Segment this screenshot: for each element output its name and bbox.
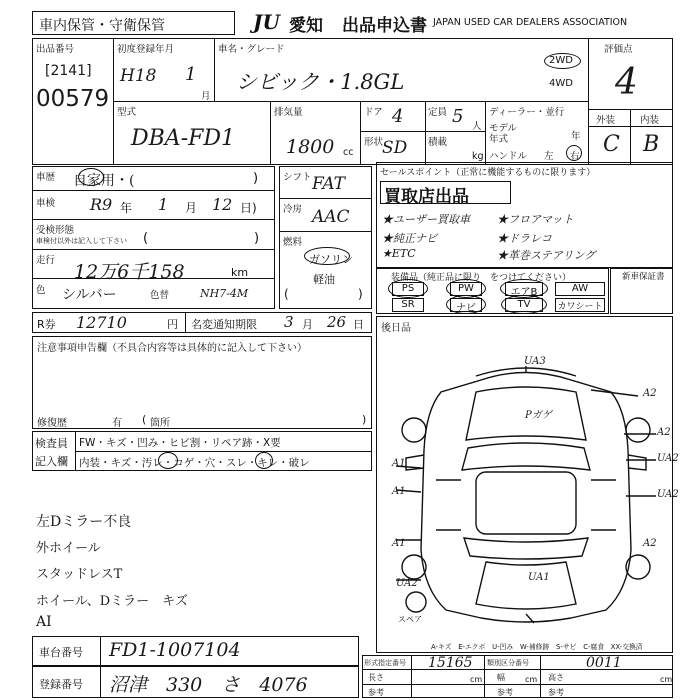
lot-label: 出品番号	[36, 44, 75, 55]
sales-item-6: ★革巻ステアリング	[497, 249, 596, 262]
equip-tv-mark	[501, 295, 547, 314]
ac-label: 冷房	[283, 204, 303, 215]
doors-value: 4	[392, 106, 404, 127]
spec-length-label: 長さ	[368, 673, 384, 682]
equip-sr: SR	[392, 298, 424, 312]
shape-value: SD	[382, 138, 408, 158]
history-label: 車歴	[36, 172, 56, 183]
reception-open: (	[143, 231, 149, 246]
chassis-label: 車台番号	[39, 646, 83, 659]
sales-item-2: ★フロアマット	[497, 213, 574, 226]
diag-label-ua2-1: UA2	[657, 453, 679, 464]
displacement-value: 1800	[286, 136, 335, 158]
spec-auth-label: 形式指定番号	[364, 659, 406, 667]
repair-close: )	[362, 413, 367, 426]
color-code-label: 色替	[150, 290, 170, 301]
fuel-gas: ガソリン	[309, 253, 353, 266]
year-unit: 年	[571, 131, 581, 142]
sales-points-label: セールスポイント（正常に機能するものに限ります）	[380, 168, 596, 178]
inspector-row1: FW・キズ・凹み・ヒビ割・リペア跡・X要	[79, 437, 281, 449]
note-4: ホイール、Dミラー キズ	[36, 594, 188, 609]
diag-label-a1-2: A1	[392, 486, 406, 497]
spec-ref-label-3: 参考	[548, 688, 564, 697]
deadline-label: 名変通知期限	[191, 318, 257, 331]
equip-ps: PS	[392, 282, 424, 296]
spec-cat-value: 0011	[586, 655, 622, 671]
diag-legend: A-キズ E-エクボ U-凹み W-補修跡 S-サビ C-腐食 XX-交換済	[431, 643, 643, 651]
inspection-m: 月	[185, 201, 198, 215]
equip-airbag: エアB	[505, 282, 543, 296]
handle-right: 右	[570, 151, 580, 162]
diag-roof-note: Pガゲ	[525, 410, 552, 421]
deadline-day: 26	[327, 313, 347, 331]
lot-number: 00579	[36, 86, 110, 112]
rating-value: 4	[615, 62, 638, 103]
fuel-diesel: 軽油	[313, 273, 335, 286]
spec-height-label: 高さ	[548, 673, 564, 682]
handle-label: ハンドル	[489, 151, 528, 162]
diag-label-ua2-2: UA2	[657, 489, 679, 500]
color-label: 色	[36, 285, 46, 296]
inspection-label: 車検	[36, 198, 56, 209]
inspector-mark-2	[255, 452, 273, 469]
diag-label-ua1: UA1	[528, 572, 550, 583]
capacity-label: 定員	[428, 107, 448, 118]
note-1: 左Dミラー不良	[36, 514, 132, 530]
year-label: 年式	[489, 134, 509, 145]
warranty-label: 新車保証書	[622, 272, 665, 282]
drive-4wd: 4WD	[549, 78, 573, 89]
handle-circle-mark	[566, 145, 582, 161]
equip-pw: PW	[450, 282, 482, 296]
spec-width-unit: cm	[525, 675, 538, 684]
recycle-value: 12710	[76, 313, 127, 332]
sales-item-1: ★ユーザー買取車	[382, 213, 470, 226]
repair-open: (	[142, 413, 147, 426]
diag-label-a1-1: A1	[392, 458, 406, 469]
model-label: 型式	[117, 107, 137, 118]
history-close: )	[253, 171, 259, 186]
association-name: JAPAN USED CAR DEALERS ASSOCIATION	[433, 17, 628, 28]
spec-ref-label-2: 参考	[497, 688, 513, 697]
car-name-value: シビック・1.8GL	[236, 70, 405, 94]
fuel-open: (	[284, 287, 289, 301]
storage-tag: 車内保管・守衛保管	[39, 18, 165, 34]
displacement-label: 排気量	[274, 107, 303, 118]
deadline-m: 月	[302, 318, 313, 331]
inspector-mark-1	[158, 452, 178, 469]
diag-label-a2-1: A2	[643, 388, 657, 399]
first-reg-label: 初度登録年月	[117, 44, 175, 55]
lot-sub: [2141]	[45, 63, 92, 79]
first-reg-month: 1	[185, 64, 197, 85]
color-value: シルバー	[62, 287, 117, 303]
shape-label: 形状	[364, 137, 384, 148]
shift-value: FAT	[312, 174, 346, 194]
rating-ext-label: 外装	[596, 115, 616, 126]
ac-value: AAC	[312, 207, 350, 227]
footer-mark: AI	[36, 614, 52, 630]
history-value: 自家用・(	[73, 173, 135, 189]
diag-label-a2-3: A2	[643, 538, 657, 549]
sales-stamp-box	[380, 181, 511, 207]
diag-label-ua3: UA3	[524, 356, 546, 367]
equip-aw: AW	[555, 282, 605, 296]
notes-label: 注意事項申告欄（不具合内容等は具体的に記入して下さい）	[37, 343, 307, 354]
model-value: DBA-FD1	[131, 126, 236, 151]
load-label: 積載	[428, 137, 448, 148]
diag-label-a1-3: A1	[392, 538, 406, 549]
org-name: 愛知	[289, 16, 323, 36]
spec-auth-value: 15165	[428, 655, 473, 671]
color-code: NH7-4M	[200, 287, 249, 300]
mileage-value: 12万6千158	[74, 261, 185, 283]
history-circle-mark	[78, 168, 104, 186]
equip-navi-mark	[446, 295, 486, 314]
diag-label-a2-2: A2	[657, 427, 671, 438]
mileage-unit: km	[231, 266, 249, 279]
load-unit: kg	[472, 151, 484, 162]
repair-label: 修復歴	[37, 418, 67, 429]
ju-logo: JU	[253, 10, 280, 34]
sales-item-3: ★純正ナビ	[382, 232, 437, 245]
dealer-label: ディーラー・並行	[489, 107, 565, 118]
inspector-label2: 記入欄	[35, 455, 68, 468]
shift-label: シフト	[283, 172, 312, 183]
fuel-circle-mark	[304, 247, 350, 265]
equip-tv: TV	[505, 298, 543, 312]
equip-leather-seat: カワシート	[555, 298, 605, 312]
spec-width-label: 幅	[497, 673, 505, 682]
handle-left: 左	[544, 151, 554, 162]
rating-int: B	[643, 132, 660, 157]
model-year-label: モデル	[489, 123, 518, 134]
note-3: スタッドレスT	[36, 567, 123, 582]
rating-label: 評価点	[604, 44, 633, 55]
equipment-label: 装備品（純正品に限り をつけてください）	[391, 273, 572, 283]
rating-int-label: 内装	[640, 115, 660, 126]
recycle-label: R券	[37, 318, 56, 331]
equip-ps-mark	[388, 279, 428, 298]
spec-cat-label: 類別区分番号	[487, 659, 529, 667]
sales-item-4: ★ドラレコ	[497, 232, 552, 245]
sales-item-5: ★ETC	[382, 247, 416, 260]
reception-label: 受検形態	[36, 225, 75, 236]
registration-label: 登録番号	[39, 678, 83, 691]
car-damage-diagram	[376, 330, 673, 635]
spec-height-unit: cm	[660, 675, 673, 684]
remarks-label: 後日品	[381, 323, 411, 334]
sales-stamp: 買取店出品	[384, 187, 469, 207]
drive-2wd: 2WD	[549, 55, 573, 66]
inspection-month: 1	[158, 195, 169, 214]
note-2: 外ホイール	[36, 541, 101, 556]
inspector-row2: 内装・キズ・汚レ・コゲ・穴・スレ・キレ・破レ	[79, 457, 310, 469]
capacity-unit: 人	[472, 121, 482, 132]
chassis-value: FD1-1007104	[109, 639, 241, 661]
displacement-unit: cc	[343, 147, 354, 158]
first-reg-year: H18	[120, 66, 157, 86]
inspection-y: 年	[120, 201, 133, 215]
capacity-value: 5	[452, 106, 464, 127]
form-title: 出品申込書	[342, 16, 427, 36]
spec-ref-label-1: 参考	[368, 688, 384, 697]
reception-note: 車検付以外は記入して下さい	[36, 237, 127, 245]
inspection-day: 12	[212, 195, 233, 214]
diag-spare-label: スペア	[398, 615, 422, 624]
repair-value: 有	[112, 418, 122, 429]
storage-tag-box	[32, 11, 235, 35]
reception-close: )	[254, 231, 260, 246]
repair-parts: 箇所	[150, 418, 170, 429]
inspection-era: R9	[90, 195, 113, 214]
fuel-close: )	[358, 287, 363, 301]
rating-ext: C	[603, 132, 620, 157]
recycle-unit: 円	[167, 318, 178, 331]
deadline-month: 3	[284, 313, 294, 331]
equip-navi: ナビ	[450, 298, 482, 312]
registration-value: 沼津 330 さ 4076	[109, 674, 308, 696]
diag-label-ua2-3: UA2	[396, 578, 418, 589]
spec-length-unit: cm	[470, 675, 483, 684]
car-name-label: 車名・グレード	[218, 44, 285, 55]
inspection-d: 日)	[240, 201, 257, 215]
mileage-label: 走行	[36, 255, 56, 266]
doors-label: ドア	[364, 107, 383, 118]
inspector-label1: 検査員	[35, 437, 68, 450]
first-reg-unit: 月	[201, 91, 211, 102]
fuel-label: 燃料	[283, 237, 303, 248]
deadline-d: 日	[353, 318, 364, 331]
